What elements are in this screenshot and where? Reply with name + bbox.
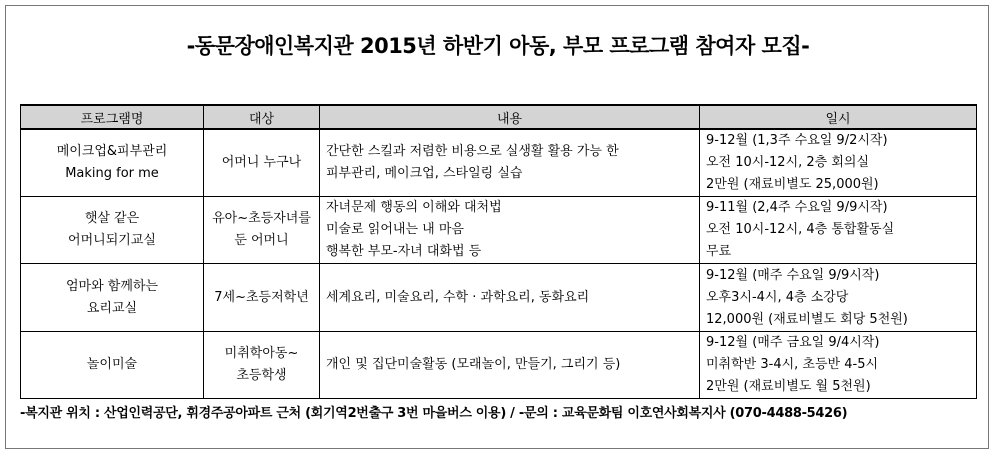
program-name-cell (21, 264, 204, 332)
program-name-cell (21, 332, 204, 399)
schedule-line: 2만원 (재료비별도 25,000원) (706, 177, 879, 192)
target-line: 초등학생 (236, 368, 287, 383)
schedule-line: 오전 10시-12시, 2층 회의실 (706, 155, 870, 170)
content-line: 개인 및 집단미술활동 (모래놀이, 만들기, 그리기 등) (326, 357, 621, 372)
header-target: 대상 (204, 105, 320, 129)
content-line: 간단한 스킬과 저렴한 비용으로 실생활 활용 가능 한 (326, 144, 619, 159)
table-row (21, 264, 977, 332)
target-line: 미취학아동~ (224, 346, 299, 361)
schedule-line: 12,000원 (재료비별도 회당 5천원) (706, 311, 908, 327)
content-line: 미술로 읽어내는 내 마음 (326, 222, 464, 237)
schedule-cell (700, 129, 977, 197)
program-name-cell (21, 197, 204, 264)
program-name-line: 어머니되기교실 (68, 233, 156, 248)
target-line: 어머니 누구나 (221, 155, 302, 170)
schedule-line: 9-12월 (매주 금요일 9/4시작) (706, 335, 880, 350)
header-content: 내용 (320, 105, 700, 129)
table-row (21, 332, 977, 399)
target-line: 7세~초등저학년 (214, 289, 309, 305)
program-name-cell (21, 129, 204, 197)
schedule-line: 9-12월 (매주 수요일 9/9시작) (706, 267, 880, 283)
target-cell (204, 264, 320, 332)
page-title: -동문장애인복지관 2015년 하반기 아동, 부모 프로그램 참여자 모집- (186, 34, 810, 58)
content-cell (320, 129, 700, 197)
program-name-line: 메이크업&피부관리 (56, 144, 168, 159)
table-row (21, 129, 977, 197)
content-line: 자녀문제 행동의 이해와 대처법 (326, 200, 502, 215)
content-cell (320, 197, 700, 264)
schedule-cell (700, 332, 977, 399)
program-name-line: 요리교실 (86, 300, 138, 316)
header-program-name: 프로그램명 (21, 105, 204, 129)
program-name-line: 엄마와 함께하는 (65, 278, 159, 294)
content-line: 피부관리, 메이크업, 스타일링 실습 (326, 166, 523, 181)
schedule-cell (700, 197, 977, 264)
schedule-line: 9-12월 (1,3주 수요일 9/2시작) (706, 133, 888, 148)
target-line: 둔 어머니 (234, 233, 289, 248)
content-line: 세계요리, 미술요리, 수학 · 과학요리, 동화요리 (326, 289, 590, 305)
footer-contact-info: -복지관 위치 : 산업인력공단, 휘경주공아파트 근처 (회기역2번출구 3번 마을버스 이용) / -문의 : 교육문화팀 이호연사회복지사 (070-4488-5426) (20, 406, 848, 421)
schedule-line: 오후3시-4시, 4층 소강당 (706, 289, 849, 305)
content-cell (320, 332, 700, 399)
program-name-line: 햇살 같은 (84, 211, 140, 226)
schedule-line: 오전 10시-12시, 4층 통합활동실 (706, 222, 895, 237)
schedule-cell (700, 264, 977, 332)
program-name-line: 놀이미술 (86, 357, 138, 372)
table-header-row (21, 105, 977, 129)
target-cell (204, 129, 320, 197)
header-schedule: 일시 (700, 105, 977, 129)
target-line: 유아~초등자녀를 (212, 211, 311, 226)
target-cell (204, 197, 320, 264)
table-row (21, 197, 977, 264)
schedule-line: 미취학반 3-4시, 초등반 4-5시 (706, 357, 879, 372)
schedule-line: 무료 (706, 244, 732, 259)
content-cell (320, 264, 700, 332)
target-cell (204, 332, 320, 399)
program-name-line: Making for me (65, 166, 159, 181)
program-table (20, 104, 977, 399)
content-line: 행복한 부모-자녀 대화법 등 (326, 244, 482, 259)
schedule-line: 9-11월 (2,4주 수요일 9/9시작) (706, 200, 888, 215)
schedule-line: 2만원 (재료비별도 월 5천원) (706, 379, 871, 394)
